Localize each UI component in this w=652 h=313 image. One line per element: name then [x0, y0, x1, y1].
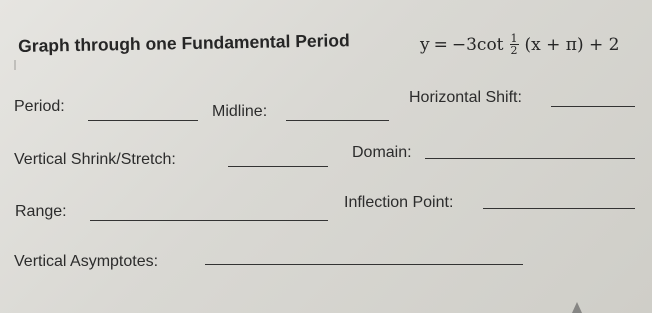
- fraction-numerator: 1: [510, 32, 518, 45]
- equation-argument: (x + π) + 2: [524, 34, 620, 55]
- vertical-stretch-label: Vertical Shrink/Stretch:: [14, 151, 176, 168]
- midline-answer-blank[interactable]: [286, 120, 389, 121]
- range-label: Range:: [15, 203, 67, 220]
- domain-label: Domain:: [352, 144, 412, 161]
- equation-equals: =: [433, 34, 448, 55]
- worksheet-title: Graph through one Fundamental Period: [18, 30, 350, 56]
- paper-speck: [14, 60, 16, 70]
- vertical-asymptotes-label: Vertical Asymptotes:: [14, 253, 159, 270]
- equation-fraction: [510, 33, 519, 56]
- horizontal-shift-label: Horizontal Shift:: [409, 89, 522, 106]
- inflection-point-label: Inflection Point:: [344, 194, 454, 211]
- midline-label: Midline:: [212, 103, 268, 120]
- horizontal-shift-answer-blank[interactable]: [551, 106, 635, 107]
- period-answer-blank[interactable]: [88, 120, 198, 121]
- equation-lhs: y: [420, 34, 430, 55]
- pencil-tip-mark: [572, 302, 582, 313]
- period-label: Period:: [14, 98, 65, 115]
- equation-coefficient: −3cot: [451, 34, 504, 55]
- range-answer-blank[interactable]: [90, 220, 328, 221]
- domain-answer-blank[interactable]: [425, 158, 635, 159]
- inflection-point-answer-blank[interactable]: [483, 208, 635, 209]
- function-equation: [420, 33, 619, 56]
- fraction-denominator: 2: [510, 44, 518, 57]
- vertical-asymptotes-answer-blank[interactable]: [205, 264, 523, 265]
- vertical-stretch-answer-blank[interactable]: [228, 166, 328, 167]
